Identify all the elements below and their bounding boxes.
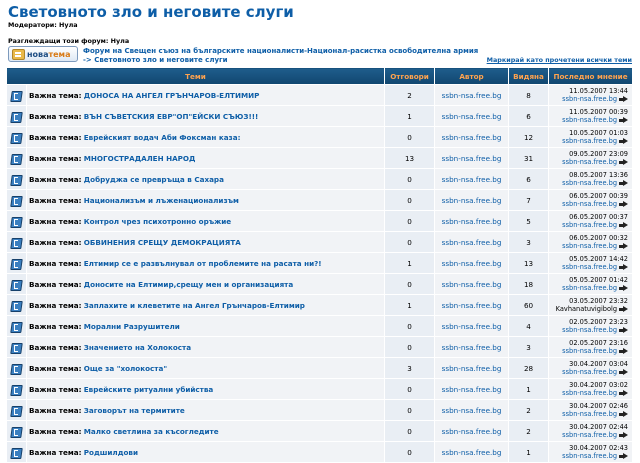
- topic-author-cell: [435, 211, 509, 232]
- topic-cell-title: [27, 211, 385, 232]
- topic-author-link[interactable]: ssbn-nsa.free.bg: [441, 426, 502, 436]
- topic-replies: 0: [385, 190, 435, 211]
- topic-cell-title: [27, 106, 385, 127]
- go-to-last-post-icon[interactable]: [619, 243, 628, 250]
- go-to-last-post-icon[interactable]: [619, 138, 628, 145]
- col-header-views: Видяна: [509, 68, 549, 85]
- topic-last-post-cell: [549, 148, 633, 169]
- last-post-author-link[interactable]: ssbn-nsa.free.bg: [562, 200, 618, 208]
- table-row: [7, 337, 633, 358]
- go-to-last-post-icon[interactable]: [619, 432, 628, 439]
- topic-author-link[interactable]: ssbn-nsa.free.bg: [441, 447, 502, 457]
- topic-last-post-cell: [549, 421, 633, 442]
- sticky-topic-icon: [11, 216, 23, 227]
- important-label: Важна тема:: [29, 90, 82, 100]
- last-post-author-link[interactable]: ssbn-nsa.free.bg: [562, 137, 618, 145]
- topic-cell-icon: [7, 190, 27, 211]
- topic-cell-title: [27, 379, 385, 400]
- topic-cell-title: [27, 316, 385, 337]
- topic-last-post-cell: [549, 232, 633, 253]
- topic-replies: 1: [385, 295, 435, 316]
- table-row: [7, 253, 633, 274]
- topic-author-link[interactable]: ssbn-nsa.free.bg: [441, 216, 502, 226]
- topic-cell-icon: [7, 421, 27, 442]
- topic-replies: 0: [385, 421, 435, 442]
- topic-author-cell: [435, 253, 509, 274]
- go-to-last-post-icon[interactable]: [619, 222, 628, 229]
- topic-replies: 0: [385, 337, 435, 358]
- table-row: [7, 148, 633, 169]
- topic-author-link[interactable]: ssbn-nsa.free.bg: [441, 321, 502, 331]
- sticky-topic-icon: [11, 279, 23, 290]
- topic-cell-icon: [7, 148, 27, 169]
- last-post-date: 11.05.2007 13:44: [569, 87, 629, 95]
- important-label: Важна тема:: [29, 216, 82, 226]
- important-label: Важна тема:: [29, 405, 82, 415]
- topic-views: 1: [509, 442, 549, 463]
- go-to-last-post-icon[interactable]: [619, 201, 628, 208]
- topic-author-cell: [435, 379, 509, 400]
- topic-views: 28: [509, 358, 549, 379]
- new-topic-label-part2: тема: [48, 49, 71, 59]
- topic-title-link[interactable]: Още за "холокоста": [83, 363, 168, 373]
- last-post-date: 05.05.2007 01:42: [569, 276, 629, 284]
- last-post-author-link[interactable]: ssbn-nsa.free.bg: [562, 410, 618, 418]
- topic-views: 13: [509, 253, 549, 274]
- topic-last-post-cell: [549, 190, 633, 211]
- go-to-last-post-icon[interactable]: [619, 285, 628, 292]
- important-label: Важна тема:: [29, 174, 82, 184]
- topic-last-post-cell: [549, 253, 633, 274]
- topic-author-cell: [435, 85, 509, 106]
- topic-author-cell: [435, 316, 509, 337]
- topic-title-link[interactable]: ОБВИНЕНИЯ СРЕЩУ ДЕМОКРАЦИЯТА: [83, 237, 241, 247]
- topic-replies: 13: [385, 148, 435, 169]
- important-label: Важна тема:: [29, 153, 82, 163]
- topic-last-post-cell: [549, 169, 633, 190]
- topic-cell-icon: [7, 169, 27, 190]
- topic-title-link[interactable]: Добруджа се превръща в Сахара: [83, 174, 224, 184]
- topic-author-cell: [435, 337, 509, 358]
- last-post-author-link[interactable]: Kavhanatuvigibolg: [555, 305, 618, 313]
- topic-replies: 1: [385, 106, 435, 127]
- sticky-topic-icon: [11, 237, 23, 248]
- topic-cell-icon: [7, 106, 27, 127]
- topic-last-post-cell: [549, 316, 633, 337]
- last-post-date: 05.05.2007 14:42: [569, 255, 629, 263]
- table-row: [7, 295, 633, 316]
- last-post-author-link[interactable]: ssbn-nsa.free.bg: [562, 326, 618, 334]
- topic-views: 1: [509, 379, 549, 400]
- topic-title-link[interactable]: Контрол чрез психотронно оръжие: [83, 216, 232, 226]
- topic-title-link[interactable]: Заплахите и клеветите на Ангел Грънчаров-Елтимир: [83, 300, 305, 310]
- topic-author-link[interactable]: ssbn-nsa.free.bg: [441, 132, 502, 142]
- topic-views: 31: [509, 148, 549, 169]
- new-topic-label-part1: нова: [27, 49, 49, 59]
- new-topic-icon: [12, 49, 25, 60]
- last-post-author-link[interactable]: ssbn-nsa.free.bg: [562, 347, 618, 355]
- sticky-topic-icon: [11, 426, 23, 437]
- topic-author-cell: [435, 358, 509, 379]
- important-label: Важна тема:: [29, 195, 82, 205]
- last-post-date: 03.05.2007 23:32: [569, 297, 629, 305]
- last-post-date: 09.05.2007 23:09: [569, 150, 629, 158]
- col-header-topics: Теми: [7, 68, 385, 85]
- last-post-date: 30.04.2007 02:43: [569, 444, 629, 452]
- topic-cell-title: [27, 358, 385, 379]
- topic-views: 3: [509, 232, 549, 253]
- topic-views: 18: [509, 274, 549, 295]
- topics-table: [6, 67, 633, 463]
- sticky-topic-icon: [11, 258, 23, 269]
- sticky-topic-icon: [11, 90, 23, 101]
- topic-cell-icon: [7, 337, 27, 358]
- topic-replies: 1: [385, 253, 435, 274]
- topic-cell-title: [27, 274, 385, 295]
- go-to-last-post-icon[interactable]: [619, 117, 628, 124]
- important-label: Важна тема:: [29, 426, 82, 436]
- col-header-last-post: Последно мнение: [549, 68, 633, 85]
- last-post-author-link[interactable]: ssbn-nsa.free.bg: [562, 179, 618, 187]
- topic-last-post-cell: [549, 127, 633, 148]
- last-post-author-link[interactable]: ssbn-nsa.free.bg: [562, 116, 618, 124]
- topic-last-post-cell: [549, 211, 633, 232]
- last-post-date: 11.05.2007 00:39: [569, 108, 629, 116]
- go-to-last-post-icon[interactable]: [619, 327, 628, 334]
- topic-views: 8: [509, 85, 549, 106]
- topic-last-post-cell: [549, 295, 633, 316]
- go-to-last-post-icon[interactable]: [619, 348, 628, 355]
- topic-title-link[interactable]: Родшилдови: [83, 447, 139, 457]
- topic-views: 7: [509, 190, 549, 211]
- topic-cell-title: [27, 253, 385, 274]
- important-label: Важна тема:: [29, 447, 82, 457]
- topic-author-link[interactable]: ssbn-nsa.free.bg: [441, 174, 502, 184]
- topic-cell-icon: [7, 127, 27, 148]
- topic-views: 6: [509, 169, 549, 190]
- topic-author-cell: [435, 169, 509, 190]
- table-row: [7, 358, 633, 379]
- topic-views: 12: [509, 127, 549, 148]
- topic-author-cell: [435, 421, 509, 442]
- topic-author-link[interactable]: ssbn-nsa.free.bg: [441, 153, 502, 163]
- topic-cell-title: [27, 127, 385, 148]
- topic-replies: 0: [385, 379, 435, 400]
- topic-cell-title: [27, 442, 385, 463]
- topic-cell-icon: [7, 232, 27, 253]
- topic-author-link[interactable]: ssbn-nsa.free.bg: [441, 279, 502, 289]
- sticky-topic-icon: [11, 384, 23, 395]
- topic-author-cell: [435, 127, 509, 148]
- table-row: [7, 169, 633, 190]
- topic-cell-title: [27, 169, 385, 190]
- table-row: [7, 106, 633, 127]
- new-topic-button[interactable]: [8, 46, 78, 62]
- topic-author-link[interactable]: ssbn-nsa.free.bg: [441, 258, 502, 268]
- topic-replies: 0: [385, 400, 435, 421]
- topic-title-link[interactable]: Еврейският водач Аби Фоксман каза:: [83, 132, 241, 142]
- last-post-date: 06.05.2007 00:39: [569, 192, 629, 200]
- mark-all-read-link[interactable]: Маркирай като прочетени всички теми: [486, 56, 632, 64]
- topic-views: 5: [509, 211, 549, 232]
- sticky-topic-icon: [11, 342, 23, 353]
- topic-cell-title: [27, 421, 385, 442]
- topic-last-post-cell: [549, 274, 633, 295]
- sticky-topic-icon: [11, 447, 23, 458]
- topic-author-link[interactable]: ssbn-nsa.free.bg: [441, 363, 502, 373]
- sticky-topic-icon: [11, 363, 23, 374]
- topic-views: 4: [509, 316, 549, 337]
- table-row: [7, 379, 633, 400]
- topic-views: 2: [509, 421, 549, 442]
- topic-title-link[interactable]: ДОНОСА НА АНГЕЛ ГРЪНЧАРОВ-ЕЛТИМИР: [83, 90, 260, 100]
- topic-author-link[interactable]: ssbn-nsa.free.bg: [441, 405, 502, 415]
- topic-title-link[interactable]: Морални Разрушители: [83, 321, 180, 331]
- table-header-row: [7, 68, 633, 85]
- topic-cell-icon: [7, 253, 27, 274]
- topic-author-cell: [435, 148, 509, 169]
- forum-title[interactable]: Световното зло и неговите слуги: [8, 3, 294, 21]
- table-row: [7, 190, 633, 211]
- topic-views: 2: [509, 400, 549, 421]
- go-to-last-post-icon[interactable]: [619, 411, 628, 418]
- topic-last-post-cell: [549, 106, 633, 127]
- topic-cell-title: [27, 148, 385, 169]
- last-post-author-link[interactable]: ssbn-nsa.free.bg: [562, 158, 618, 166]
- go-to-last-post-icon[interactable]: [619, 264, 628, 271]
- table-row: [7, 421, 633, 442]
- topic-author-cell: [435, 295, 509, 316]
- sticky-topic-icon: [11, 132, 23, 143]
- important-label: Важна тема:: [29, 321, 82, 331]
- important-label: Важна тема:: [29, 132, 82, 142]
- last-post-date: 06.05.2007 00:32: [569, 234, 629, 242]
- topic-last-post-cell: [549, 337, 633, 358]
- topic-cell-icon: [7, 358, 27, 379]
- topic-author-cell: [435, 106, 509, 127]
- table-row: [7, 211, 633, 232]
- topic-cell-icon: [7, 85, 27, 106]
- sticky-topic-icon: [11, 300, 23, 311]
- topic-cell-title: [27, 85, 385, 106]
- last-post-author-link[interactable]: ssbn-nsa.free.bg: [562, 368, 618, 376]
- sticky-topic-icon: [11, 321, 23, 332]
- last-post-date: 08.05.2007 13:36: [569, 171, 629, 179]
- go-to-last-post-icon[interactable]: [619, 306, 628, 313]
- topic-cell-title: [27, 337, 385, 358]
- last-post-date: 02.05.2007 23:23: [569, 318, 629, 326]
- topic-views: 6: [509, 106, 549, 127]
- topic-views: 3: [509, 337, 549, 358]
- topic-author-link[interactable]: ssbn-nsa.free.bg: [441, 111, 502, 121]
- topic-title-link[interactable]: Заговорът на термитите: [83, 405, 185, 415]
- topic-title-link[interactable]: Елтимир се е развълнувал от проблемите на расата ни?!: [83, 258, 322, 268]
- topic-replies: 0: [385, 274, 435, 295]
- last-post-date: 30.04.2007 02:44: [569, 423, 629, 431]
- topic-cell-title: [27, 400, 385, 421]
- topic-author-link[interactable]: ssbn-nsa.free.bg: [441, 300, 502, 310]
- important-label: Важна тема:: [29, 111, 82, 121]
- topic-title-link[interactable]: ВЪН СЪВЕТСКИЯ ЕВР"ОП"ЕЙСКИ СЪЮЗ!!!: [83, 111, 259, 121]
- last-post-author-link[interactable]: ssbn-nsa.free.bg: [562, 263, 618, 271]
- col-header-replies: Отговори: [385, 68, 435, 85]
- go-to-last-post-icon[interactable]: [619, 453, 628, 460]
- moderators-text: Модератори: Нула: [8, 21, 78, 29]
- last-post-date: 30.04.2007 03:02: [569, 381, 629, 389]
- topic-title-link[interactable]: Малко светлина за късогледите: [83, 426, 219, 436]
- last-post-date: 06.05.2007 00:37: [569, 213, 629, 221]
- last-post-author-link[interactable]: ssbn-nsa.free.bg: [562, 95, 618, 103]
- last-post-author-link[interactable]: ssbn-nsa.free.bg: [562, 389, 618, 397]
- topic-cell-title: [27, 295, 385, 316]
- last-post-date: 02.05.2007 23:16: [569, 339, 629, 347]
- topic-author-link[interactable]: ssbn-nsa.free.bg: [441, 237, 502, 247]
- table-row: [7, 316, 633, 337]
- important-label: Важна тема:: [29, 384, 82, 394]
- last-post-author-link[interactable]: ssbn-nsa.free.bg: [562, 284, 618, 292]
- topic-replies: 0: [385, 442, 435, 463]
- col-header-author: Автор: [435, 68, 509, 85]
- topic-replies: 3: [385, 358, 435, 379]
- go-to-last-post-icon[interactable]: [619, 390, 628, 397]
- table-row: [7, 274, 633, 295]
- topic-last-post-cell: [549, 85, 633, 106]
- topic-cell-icon: [7, 211, 27, 232]
- table-row: [7, 232, 633, 253]
- topic-cell-icon: [7, 274, 27, 295]
- topic-title-link[interactable]: Доносите на Елтимир,срещу мен и организацията: [83, 279, 294, 289]
- sticky-topic-icon: [11, 153, 23, 164]
- topic-title-link[interactable]: Еврейските ритуални убийства: [83, 384, 214, 394]
- topic-replies: 0: [385, 232, 435, 253]
- topic-last-post-cell: [549, 442, 633, 463]
- topic-replies: 0: [385, 127, 435, 148]
- topic-views: 60: [509, 295, 549, 316]
- topic-cell-icon: [7, 295, 27, 316]
- important-label: Важна тема:: [29, 363, 82, 373]
- topic-author-cell: [435, 400, 509, 421]
- topic-title-link[interactable]: Значението на Холокоста: [83, 342, 192, 352]
- go-to-last-post-icon[interactable]: [619, 369, 628, 376]
- important-label: Важна тема:: [29, 279, 82, 289]
- topic-cell-icon: [7, 400, 27, 421]
- topic-replies: 2: [385, 85, 435, 106]
- topic-cell-icon: [7, 316, 27, 337]
- important-label: Важна тема:: [29, 237, 82, 247]
- topic-replies: 0: [385, 211, 435, 232]
- sticky-topic-icon: [11, 174, 23, 185]
- sticky-topic-icon: [11, 405, 23, 416]
- topic-title-link[interactable]: МНОГОСТРАДАЛЕН НАРОД: [83, 153, 196, 163]
- topic-last-post-cell: [549, 358, 633, 379]
- topic-author-link[interactable]: ssbn-nsa.free.bg: [441, 384, 502, 394]
- go-to-last-post-icon[interactable]: [619, 96, 628, 103]
- topic-author-link[interactable]: ssbn-nsa.free.bg: [441, 342, 502, 352]
- important-label: Важна тема:: [29, 300, 82, 310]
- go-to-last-post-icon[interactable]: [619, 180, 628, 187]
- sticky-topic-icon: [11, 111, 23, 122]
- last-post-author-link[interactable]: ssbn-nsa.free.bg: [562, 452, 618, 460]
- last-post-author-link[interactable]: ssbn-nsa.free.bg: [562, 242, 618, 250]
- table-row: [7, 400, 633, 421]
- topic-author-cell: [435, 232, 509, 253]
- topic-author-link[interactable]: ssbn-nsa.free.bg: [441, 195, 502, 205]
- breadcrumb[interactable]: Форум на Свещен съюз на българските националисти-Национал-расистка освободителна армия -> Световното зло и неговите слуги: [83, 47, 479, 64]
- important-label: Важна тема:: [29, 342, 82, 352]
- last-post-date: 30.04.2007 03:04: [569, 360, 629, 368]
- table-row: [7, 85, 633, 106]
- last-post-author-link[interactable]: ssbn-nsa.free.bg: [562, 221, 618, 229]
- go-to-last-post-icon[interactable]: [619, 159, 628, 166]
- topic-cell-title: [27, 190, 385, 211]
- topic-replies: 0: [385, 316, 435, 337]
- last-post-date: 10.05.2007 01:03: [569, 129, 629, 137]
- topic-author-cell: [435, 190, 509, 211]
- last-post-author-link[interactable]: ssbn-nsa.free.bg: [562, 431, 618, 439]
- topic-last-post-cell: [549, 400, 633, 421]
- topic-author-cell: [435, 442, 509, 463]
- important-label: Важна тема:: [29, 258, 82, 268]
- topic-author-link[interactable]: ssbn-nsa.free.bg: [441, 90, 502, 100]
- topic-cell-icon: [7, 442, 27, 463]
- topic-replies: 0: [385, 169, 435, 190]
- table-row: [7, 127, 633, 148]
- topic-author-cell: [435, 274, 509, 295]
- topic-cell-title: [27, 232, 385, 253]
- sticky-topic-icon: [11, 195, 23, 206]
- table-row: [7, 442, 633, 463]
- last-post-date: 30.04.2007 02:46: [569, 402, 629, 410]
- viewing-users-text: Разглеждащи този форум: Нула: [8, 37, 130, 45]
- topic-last-post-cell: [549, 379, 633, 400]
- topic-title-link[interactable]: Национализъм и лъженационализъм: [83, 195, 239, 205]
- topic-cell-icon: [7, 379, 27, 400]
